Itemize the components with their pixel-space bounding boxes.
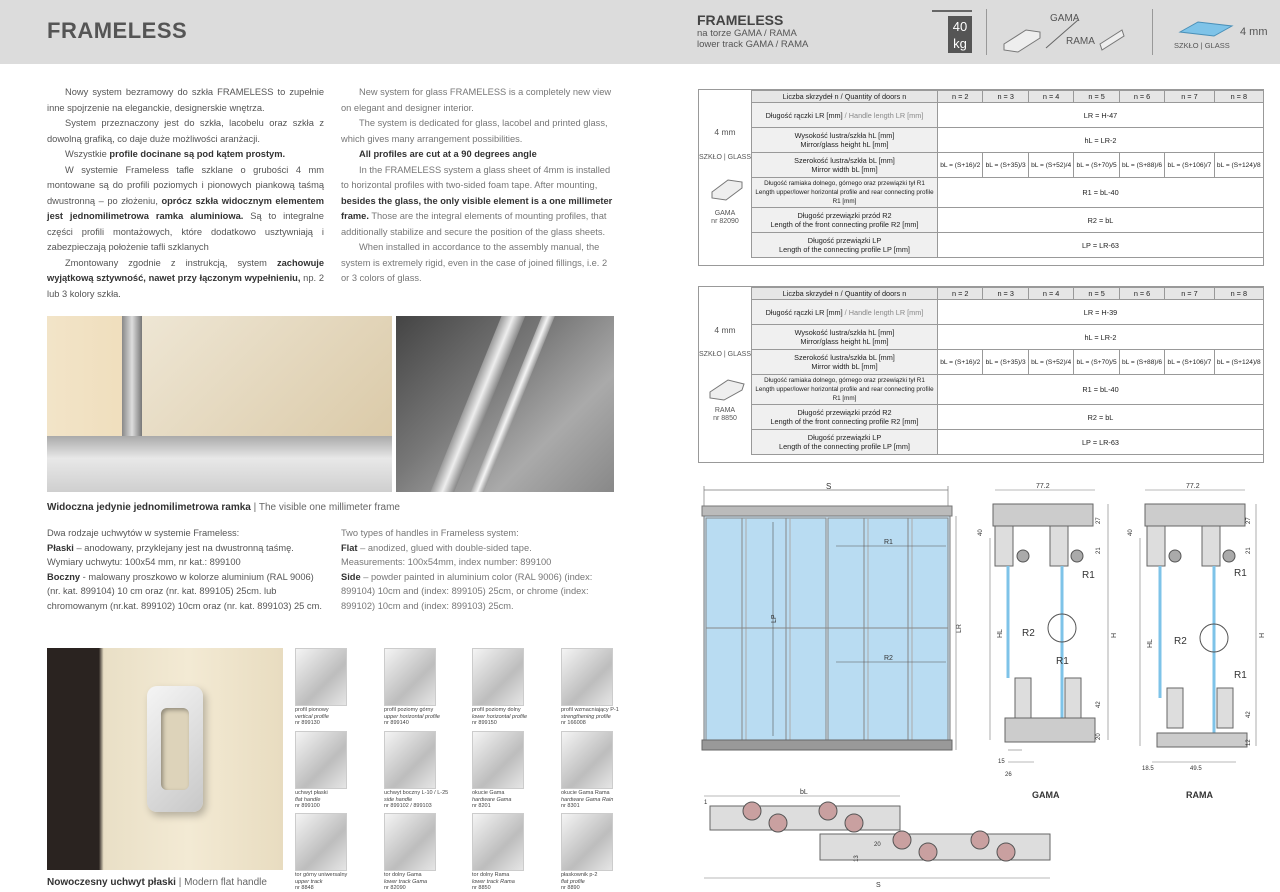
table-col-head: n = 7: [1165, 91, 1214, 103]
product-pl: okucie Gama: [472, 790, 505, 796]
header-sub-en: lower track GAMA / RAMA: [697, 39, 809, 50]
product-label: [295, 707, 373, 727]
glass-label: SZKŁO | GLASS: [1174, 41, 1230, 50]
dim-20b: 20: [874, 842, 881, 848]
row-lr-en: / Handle length LR [mm]: [842, 110, 924, 120]
dim-lr: LR: [956, 624, 963, 633]
product-nr: nr 8890: [561, 885, 580, 891]
handles-en-flat-t: – anodized, glued with double-sided tape.: [357, 542, 532, 553]
dim-s-bottom: S: [876, 882, 881, 889]
text-pl: [47, 85, 324, 302]
row-r2-pl: Długość przewiązki przód R2: [797, 211, 892, 220]
row-lr-pl: Długość rączki LR [mm]: [765, 110, 843, 120]
gama-track-icon: [710, 172, 744, 202]
product-nr: nr 8850: [472, 885, 491, 891]
en-p5: When installed in accordance to the assembly manual, the system is extremely rigid, even in the case of joined fillings, i.e. 2 or 3 colors of glass.: [341, 242, 608, 283]
row-r2-val: R2 = bL: [938, 208, 1264, 233]
handles-pl-flat: [47, 541, 327, 556]
rama-dim-40: 40: [1128, 529, 1134, 536]
product-en: flat handle: [295, 796, 321, 803]
dim-1: 1: [704, 800, 708, 806]
product-pl: profil poziomy górny: [384, 707, 434, 713]
rama-track-icon: [708, 372, 746, 402]
product-label: [384, 790, 462, 810]
row-lp-en: Length of the connecting profile LP [mm]: [779, 245, 910, 254]
row-bl-val: bL = (S+70)/5: [1074, 153, 1119, 178]
handles-pl-side-b: Boczny: [47, 571, 81, 582]
dim-r2: R2: [884, 655, 893, 662]
row-r2-en: Length of the front connecting profile R2 [mm]: [770, 220, 919, 229]
en-p4c: Those are the integral elements of mounting profiles, that additionally stabilize and secure the position of the glass sheets.: [341, 211, 607, 237]
frame-photo-2: [396, 316, 614, 492]
product-thumb: [561, 813, 613, 871]
product-label: [472, 707, 550, 727]
row-bl-val: bL = (S+124)/8: [1214, 153, 1263, 178]
table-col-head: n = 4: [1028, 91, 1073, 103]
handles-en-flat: [341, 541, 615, 556]
pl-p5b: zachowuje wyjątkową sztywność, nawet przy łączonym wypełnieniu,: [47, 257, 324, 283]
gama-section: [990, 490, 1108, 762]
rama-dim-21: 21: [1246, 547, 1252, 554]
product-thumb: [561, 648, 613, 706]
pl-p5c: np. 2 lub 3 kolory szkła.: [47, 273, 324, 299]
product-nr: nr 899140: [384, 720, 409, 726]
kg-bar: [932, 10, 972, 12]
pl-p5a: Zmontowany zgodnie z instrukcją, system: [65, 257, 277, 268]
row-r1-pl: Długość ramiaka dolnego, górnego oraz przewiązki tył R1: [764, 180, 925, 187]
table1-mm: 4 mm: [714, 127, 736, 137]
product-nr: nr 8848: [295, 885, 314, 891]
caption-frame-en: | The visible one millimeter frame: [253, 502, 400, 513]
product-label: [561, 790, 639, 810]
table-col-head: n = 3: [983, 91, 1028, 103]
handle-photo: [47, 648, 283, 870]
handles-pl-flat-t: – anodowany, przyklejany jest na dwustronną taśmę.: [73, 542, 294, 553]
table2-mm: 4 mm: [714, 325, 736, 335]
handles-pl-side-t: - malowany proszkowo w kolorze aluminium (RAL 9006) (nr. kat. 899104) 10 cm oraz (nr. kat. 899105) 25cm. lub chromowanym (nr.kat. 899102) 10cm oraz (nr. kat. 899103) 25 cm.: [47, 571, 322, 611]
dim-13: 13: [854, 855, 860, 862]
table-col-head: n = 4: [1028, 288, 1073, 300]
roller-top-view: [704, 796, 1050, 878]
row-bl-val: bL = (S+106)/7: [1165, 153, 1214, 178]
weight-unit: kg: [953, 36, 967, 51]
pl-p4: [47, 163, 324, 256]
rama-r1-bottom: R1: [1234, 670, 1247, 681]
product-nr: nr 899100: [295, 803, 320, 809]
row-lp-val: LP = LR-63: [938, 430, 1264, 455]
row-r1-en: Length upper/lower horizontal profile and rear connecting profile R1 [mm]: [755, 189, 934, 205]
row-lr-val: LR = H-39: [938, 300, 1264, 325]
pl-p4b: oprócz szkła widocznym elementem jest jednomilimetrowa ramka aluminiowa.: [47, 195, 324, 221]
row-r1-val: R1 = bL-40: [938, 375, 1264, 405]
row-bl-val: bL = (S+35)/3: [983, 153, 1028, 178]
row-r1-en: Length upper/lower horizontal profile and rear connecting profile R1 [mm]: [755, 386, 934, 402]
gama-dim-20: 20: [1096, 733, 1102, 740]
table1-nr: nr 82090: [711, 218, 739, 225]
gama-r2: R2: [1022, 628, 1035, 639]
row-bl-val: bL = (S+52)/4: [1028, 350, 1073, 375]
gama-dim-26: 26: [1005, 772, 1012, 778]
row-hl-en: Mirror/glass height hL [mm]: [800, 140, 889, 149]
product-thumb: [384, 648, 436, 706]
gama-title: GAMA: [1032, 790, 1060, 800]
product-nr: nr 899102 / 899103: [384, 803, 432, 809]
table1-glass: SZKŁO | GLASS: [699, 154, 752, 161]
product-label: [384, 872, 462, 892]
row-bl-pl: Szerokość lustra/szkła bL [mm]: [794, 156, 895, 165]
product-en: strengthening profile: [561, 713, 611, 720]
dim-r1: R1: [884, 539, 893, 546]
glass-thickness: 4 mm: [1240, 26, 1268, 38]
product-label: [561, 872, 639, 892]
rama-dim-772: 77.2: [1186, 483, 1200, 490]
product-en: hardware Gama: [472, 796, 512, 803]
product-pl: tor dolny Rama: [472, 872, 510, 878]
table-col-head: n = 2: [938, 91, 983, 103]
table1: [751, 90, 1264, 258]
weight-value: 40: [952, 19, 968, 34]
dim-lp: LP: [771, 614, 778, 623]
product-thumb: [472, 731, 524, 789]
divider: [1152, 9, 1153, 55]
row-bl-val: bL = (S+88)/6: [1119, 153, 1164, 178]
technical-drawing: [690, 478, 1280, 890]
product-nr: nr 899150: [472, 720, 497, 726]
row-lr-en: / Handle length LR [mm]: [842, 307, 924, 317]
row-r1-pl: Długość ramiaka dolnego, górnego oraz przewiązki tył R1: [764, 377, 925, 384]
weight-badge: [948, 16, 972, 53]
product-label: [472, 790, 550, 810]
table-col-head: n = 6: [1119, 288, 1164, 300]
handles-en-side-t: – powder painted in aluminium color (RAL 9006) (index: 899104) 10cm and (index: 899105) 25cm, or chrome (index: 899102) 10cm and (index: 899103) 25cm.: [341, 571, 593, 611]
gama-dim-15: 15: [998, 759, 1005, 765]
product-en: vertical profile: [295, 713, 329, 720]
glass-sheet-icon: [1178, 18, 1234, 40]
table2: [751, 287, 1264, 455]
row-lr-val: LR = H-47: [938, 103, 1264, 128]
rama-dim-h: H: [1259, 632, 1266, 638]
gama-dim-42: 42: [1096, 701, 1102, 708]
row-r2-pl: Długość przewiązki przód R2: [797, 408, 892, 417]
row-bl-val: bL = (S+16)/2: [938, 153, 983, 178]
row-lp-en: Length of the connecting profile LP [mm]: [779, 442, 910, 451]
product-label: [384, 707, 462, 727]
rama-section: [1140, 490, 1256, 762]
gama-dim-772: 77.2: [1036, 483, 1050, 490]
row-bl-val: bL = (S+70)/5: [1074, 350, 1119, 375]
handles-en-intro: Two types of handles in Frameless system:: [341, 528, 519, 538]
product-thumb: [295, 813, 347, 871]
table-col-head: n = 8: [1214, 91, 1263, 103]
row-lr-pl: Długość rączki LR [mm]: [765, 307, 843, 317]
header-sub-pl: na torze GAMA / RAMA: [697, 28, 797, 39]
gama-dim-40: 40: [978, 529, 984, 536]
product-pl: uchwyt płaski: [295, 790, 328, 796]
row-r1-val: R1 = bL-40: [938, 178, 1264, 208]
product-en: lower track Gama: [384, 878, 428, 885]
product-pl: tor górny uniwersalny: [295, 872, 348, 878]
product-label: [295, 790, 373, 810]
dim-bl: bL: [800, 789, 808, 796]
product-pl: profil pionowy: [295, 707, 329, 713]
en-p1: New system for glass FRAMELESS is a completely new view on elegant and designer interior.: [341, 87, 612, 113]
page-title-left: FRAMELESS: [47, 18, 188, 43]
table-col-head: n = 7: [1165, 288, 1214, 300]
product-pl: tor dolny Gama: [384, 872, 422, 878]
en-p3: All profiles are cut at a 90 degrees angle: [359, 149, 537, 159]
table-col-head: n = 6: [1119, 91, 1164, 103]
pl-p3: [47, 147, 324, 163]
product-en: side handle: [384, 796, 413, 803]
rama-dim-185: 18.5: [1142, 766, 1154, 772]
rama-r2: R2: [1174, 636, 1187, 647]
rama-dim-12: 12: [1246, 739, 1252, 746]
rama-r1-top: R1: [1234, 568, 1247, 579]
product-en: lower track Rama: [472, 878, 515, 885]
handles-en-side-b: Side: [341, 571, 361, 582]
product-nr: nr 8301: [561, 803, 580, 809]
table1-track: GAMA: [714, 210, 736, 217]
row-hl-val: hL = LR-2: [938, 325, 1264, 350]
gama-dim-hl: HL: [997, 629, 1004, 638]
row-bl-val: bL = (S+35)/3: [983, 350, 1028, 375]
table-head: Liczba skrzydeł n / Quantity of doors n: [752, 288, 938, 300]
table2-track: RAMA: [714, 407, 736, 414]
pl-p5: [47, 256, 324, 303]
pl-p4c: Są to integralne części profili montażowych, które dodatkowo usztywniają i zabezpieczają położenie tafli szklanych: [47, 211, 324, 252]
handles-pl-flat-b: Płaski: [47, 542, 74, 553]
gama-label: GAMA: [1050, 13, 1080, 24]
caption-handle-pl: Nowoczesny uchwyt płaski: [47, 877, 176, 888]
handles-pl-dim: Wymiary uchwytu: 100x54 mm, nr kat.: 899100: [47, 557, 241, 567]
product-nr: nr 899130: [295, 720, 320, 726]
product-pl: okucie Gama Rama: [561, 790, 610, 796]
handles-en-flat-b: Flat: [341, 542, 358, 553]
table-col-head: n = 2: [938, 288, 983, 300]
product-label: [295, 872, 373, 892]
gama-dim-21: 21: [1096, 547, 1102, 554]
rama-title: RAMA: [1186, 790, 1213, 800]
product-thumb: [472, 648, 524, 706]
caption-handle: [47, 877, 267, 888]
table-head: Liczba skrzydeł n / Quantity of doors n: [752, 91, 938, 103]
product-thumb: [384, 813, 436, 871]
product-thumb: [472, 813, 524, 871]
frame-photo-1: [47, 316, 392, 492]
handles-en-dim: Measurements: 100x54mm, index number: 899100: [341, 557, 552, 567]
product-label: [561, 707, 639, 727]
table2-glass: SZKŁO | GLASS: [699, 351, 752, 358]
handles-pl-side: [47, 570, 327, 614]
product-pl: uchwyt boczny L-10 / L-25: [384, 790, 449, 796]
gama-r1-top: R1: [1082, 570, 1095, 581]
caption-handle-en: | Modern flat handle: [178, 877, 267, 888]
row-hl-en: Mirror/glass height hL [mm]: [800, 337, 889, 346]
product-nr: nr 82090: [384, 885, 406, 891]
pl-p4a: W systemie Frameless tafle szklane o grubości 4 mm montowane są do profili poziomych i pionowych piankową taśmą dwustronną – po złożeniu,: [47, 164, 324, 206]
product-en: upper track: [295, 878, 323, 885]
row-bl-en: Mirror width bL [mm]: [811, 165, 878, 174]
divider: [986, 9, 987, 55]
pl-p2: System przeznaczony jest do szkła, lacobelu oraz szkła z dowolną grafiką, co daje duże możliwości aranżacji.: [47, 118, 324, 144]
row-bl-val: bL = (S+16)/2: [938, 350, 983, 375]
row-lp-pl: Długość przewiązki LP: [807, 236, 882, 245]
table-col-head: n = 5: [1074, 91, 1119, 103]
page-title-right: FRAMELESS: [697, 12, 784, 28]
gama-r1-bottom: R1: [1056, 656, 1069, 667]
gama-dim-h: H: [1111, 632, 1118, 638]
en-p4b: besides the glass, the only visible element is a one millimeter frame.: [341, 195, 613, 221]
product-thumb: [561, 731, 613, 789]
product-en: flat profile: [561, 878, 585, 885]
row-bl-val: bL = (S+88)/6: [1119, 350, 1164, 375]
product-en: lower horizontal profile: [472, 713, 528, 720]
row-bl-en: Mirror width bL [mm]: [811, 362, 878, 371]
rama-dim-27: 27: [1246, 517, 1252, 524]
product-en: hardware Gama Rain: [561, 796, 614, 803]
pl-p1: Nowy system bezramowy do szkła FRAMELESS to zupełnie inne spojrzenie na eleganckie, designerskie wnętrza.: [47, 87, 324, 113]
table-col-head: n = 8: [1214, 288, 1263, 300]
row-lp-val: LP = LR-63: [938, 233, 1264, 258]
row-bl-val: bL = (S+124)/8: [1214, 350, 1263, 375]
text-en: [341, 85, 615, 287]
row-bl-val: bL = (S+52)/4: [1028, 153, 1073, 178]
caption-frame: [47, 502, 400, 513]
row-hl-val: hL = LR-2: [938, 128, 1264, 153]
row-bl-val: bL = (S+106)/7: [1165, 350, 1214, 375]
handles-pl: [47, 526, 327, 613]
en-p4a: In the FRAMELESS system a glass sheet of 4mm is installed to horizontal profiles with two-sided foam tape. After mounting,: [341, 164, 611, 190]
product-label: [472, 872, 550, 892]
row-hl-pl: Wysokość lustra/szkła hL [mm]: [794, 131, 895, 140]
rama-dim-495: 49.5: [1190, 766, 1202, 772]
product-nr: nr 166008: [561, 720, 586, 726]
en-p2: The system is dedicated for glass, lacobel and printed glass, which gives many arrangement possibilities.: [341, 118, 608, 144]
table-col-head: n = 3: [983, 288, 1028, 300]
table-col-head: n = 5: [1074, 288, 1119, 300]
dim-s: S: [826, 482, 832, 491]
table2-nr: nr 8850: [713, 415, 737, 422]
product-thumb: [295, 648, 347, 706]
product-pl: profil poziomy dolny: [472, 707, 521, 713]
product-pl: profil wzmacniający P-1: [561, 707, 619, 713]
rama-label: RAMA: [1066, 36, 1095, 47]
row-r2-val: R2 = bL: [938, 405, 1264, 430]
caption-frame-pl: Widoczna jedynie jednomilimetrowa ramka: [47, 502, 251, 513]
product-thumb: [295, 731, 347, 789]
pl-p3a: Wszystkie: [65, 149, 110, 159]
product-en: upper horizontal profile: [384, 713, 440, 720]
row-r2-en: Length of the front connecting profile R2 [mm]: [770, 417, 919, 426]
pl-p3b: profile docinane są pod kątem prostym.: [109, 149, 286, 159]
door-front-view: [702, 486, 952, 750]
en-p4: [341, 163, 615, 241]
product-thumb: [384, 731, 436, 789]
row-bl-pl: Szerokość lustra/szkła bL [mm]: [794, 353, 895, 362]
rama-dim-hl: HL: [1147, 639, 1154, 648]
handles-pl-intro: Dwa rodzaje uchwytów w systemie Frameless:: [47, 528, 240, 538]
row-hl-pl: Wysokość lustra/szkła hL [mm]: [794, 328, 895, 337]
handles-en-side: [341, 570, 615, 614]
product-nr: nr 8201: [472, 803, 491, 809]
rama-dim-42: 42: [1246, 711, 1252, 718]
gama-dim-27: 27: [1096, 517, 1102, 524]
row-lp-pl: Długość przewiązki LP: [807, 433, 882, 442]
handles-en: [341, 526, 615, 613]
product-pl: płaskownik p-2: [561, 872, 598, 878]
